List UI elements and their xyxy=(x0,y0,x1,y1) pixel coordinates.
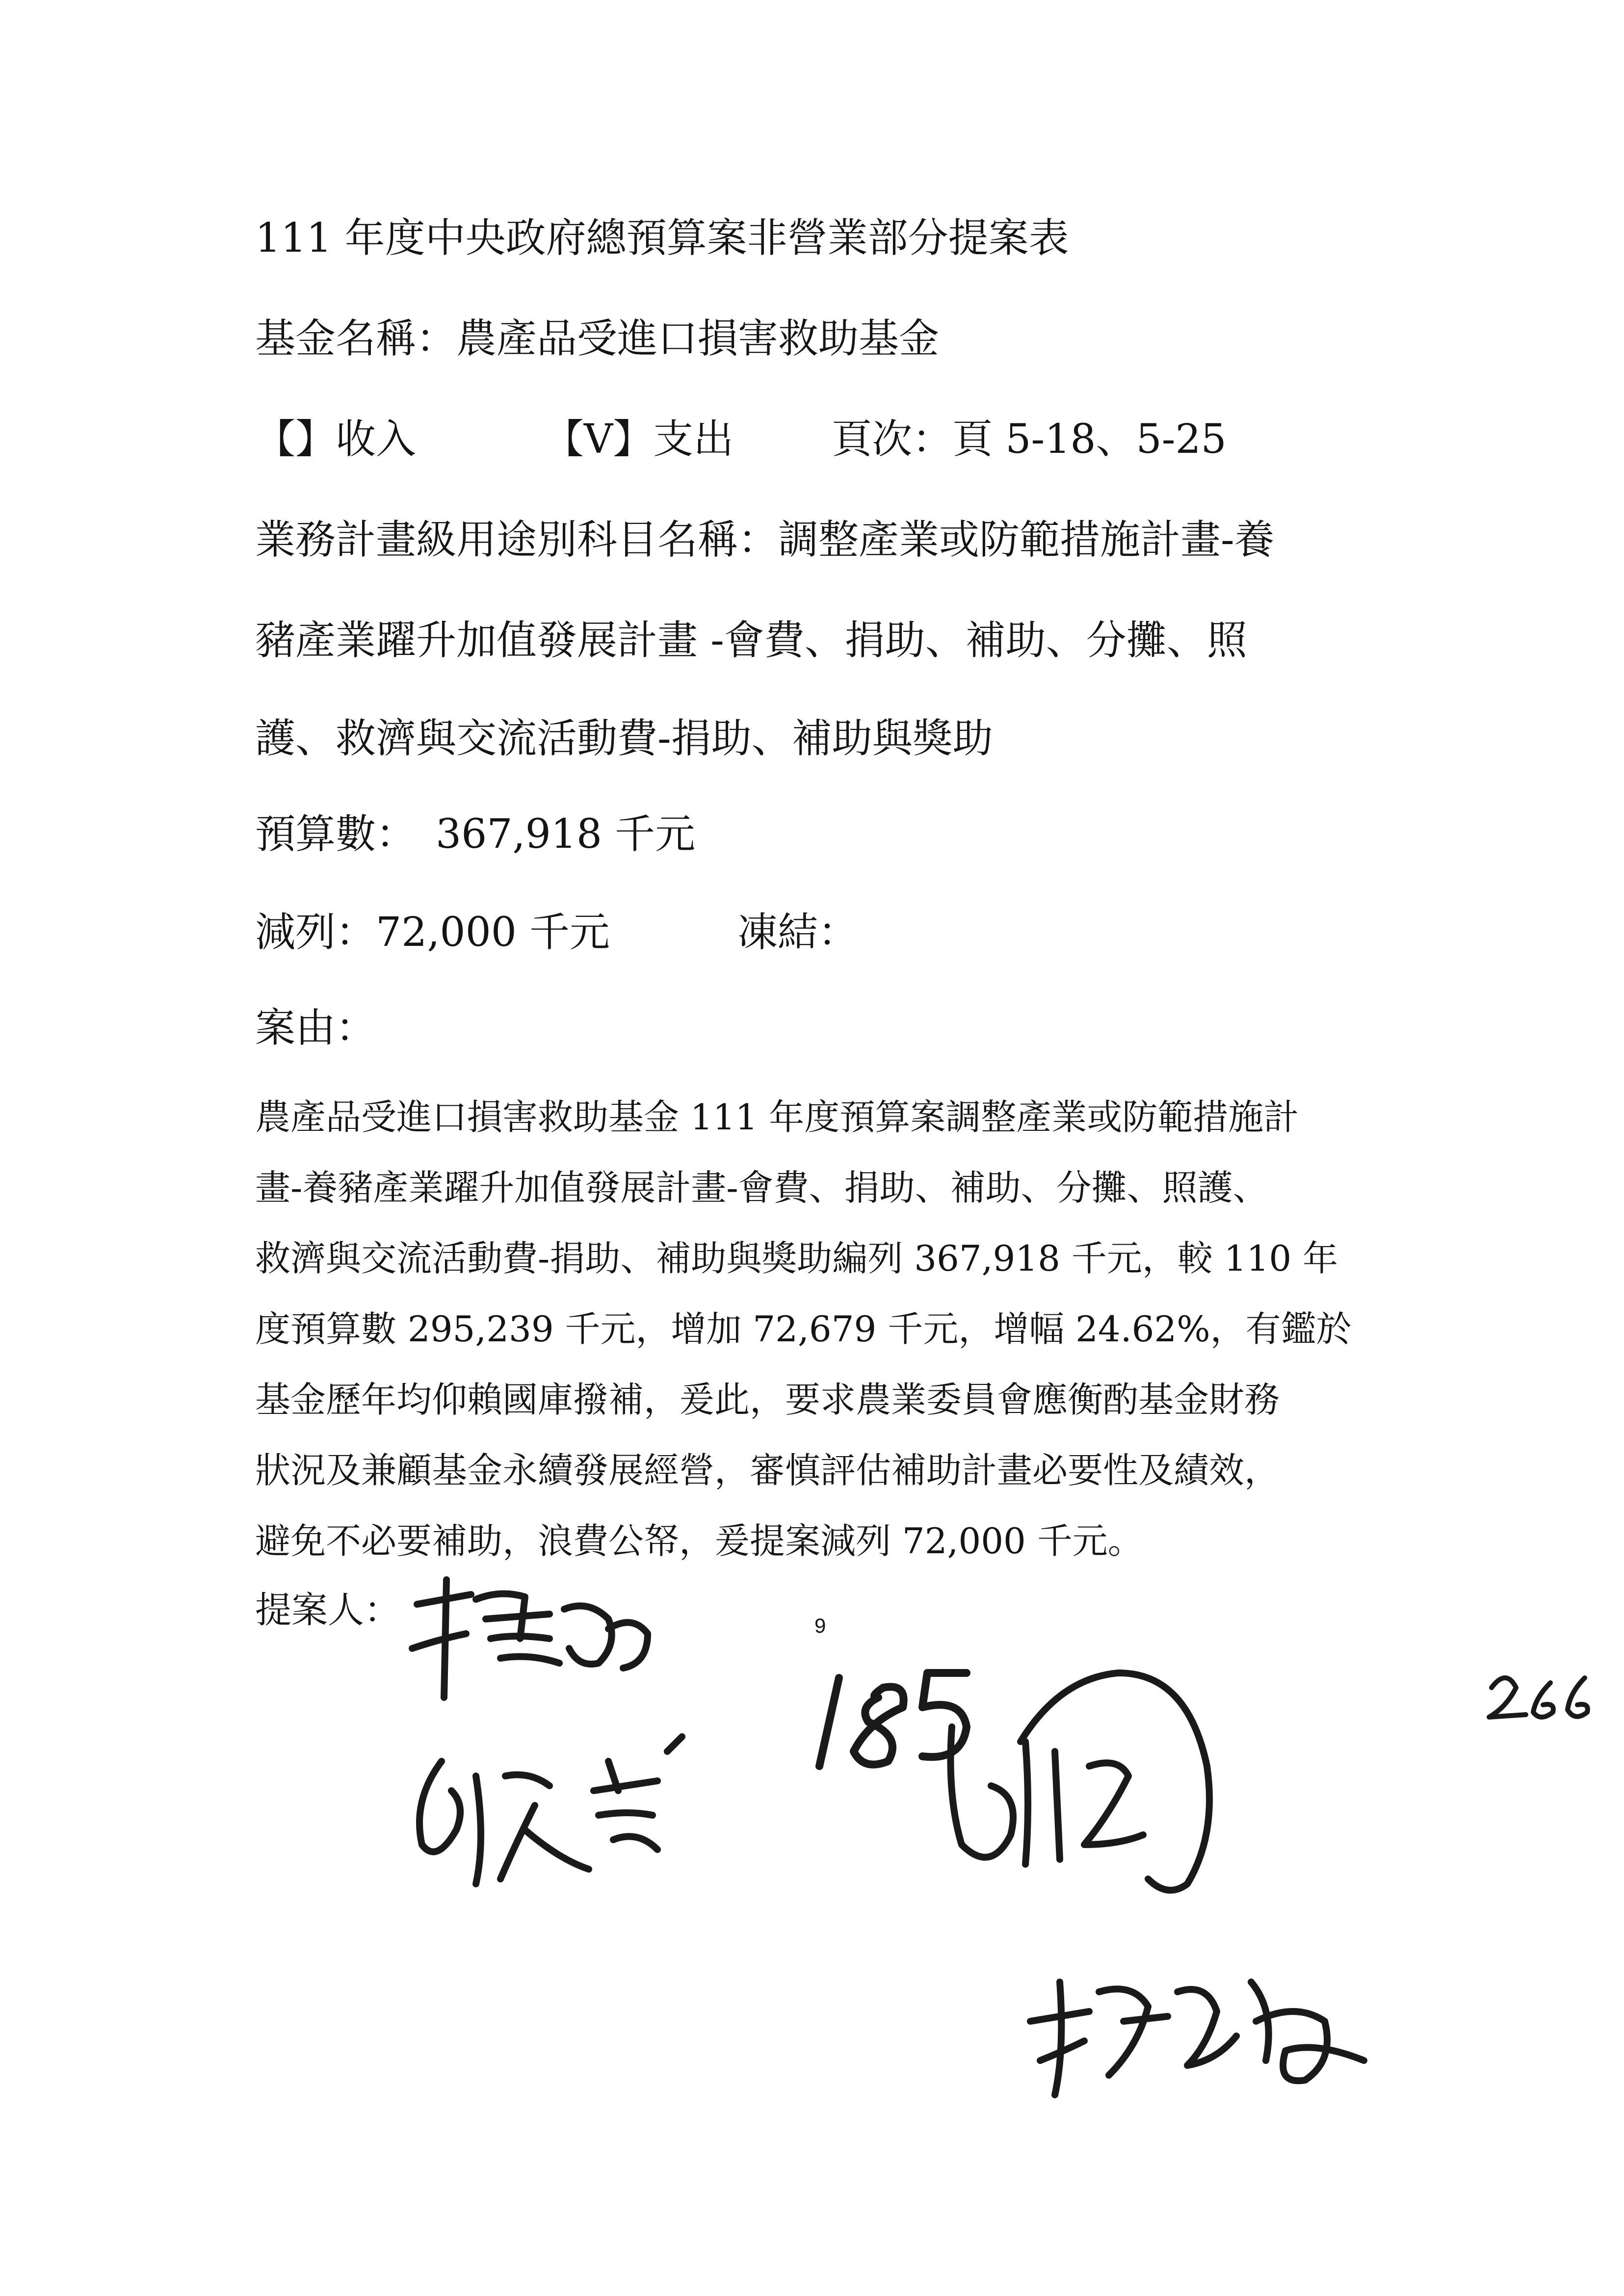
reduction-label: 減列： xyxy=(255,909,376,956)
handwritten-number-185 xyxy=(805,1653,1040,1771)
subject-line: 護、救濟與交流活動費-捐助、補助與獎助 xyxy=(255,715,993,762)
budget-label: 預算數： xyxy=(255,811,417,858)
budget-value: 367,918 千元 xyxy=(436,811,696,858)
expense-checkbox: 【V】 xyxy=(544,416,654,463)
expense-label: 支出 xyxy=(653,416,734,463)
subject-row xyxy=(255,517,1275,563)
reason-label: 案由： xyxy=(255,1005,376,1051)
subject-line: 調整產業或防範措施計畫-養 xyxy=(778,517,1275,563)
reason-line: 狀況及兼顧基金永續發展經營，審慎評估補助計畫必要性及績效， xyxy=(255,1450,1280,1491)
budget-row xyxy=(255,811,696,858)
reason-line: 基金歷年均仰賴國庫撥補，爰此，要求農業委員會應衡酌基金財務 xyxy=(255,1379,1280,1420)
reduction-row xyxy=(255,909,859,956)
reason-paragraph xyxy=(255,1082,1398,1576)
subject-line: 豬產業躍升加值發展計畫 -會費、捐助、補助、分攤、照 xyxy=(255,617,1247,664)
fund-name: 農產品受進口損害救助基金 xyxy=(456,315,940,362)
reason-line: 救濟與交流活動費-捐助、補助與獎助編列 367,918 千元，較 110 年 xyxy=(255,1238,1338,1279)
page-ref-value: 頁 5-18、5-25 xyxy=(952,416,1227,463)
fund-row xyxy=(255,315,940,362)
reason-line: 避免不必要補助，浪費公帑，爰提案減列 72,000 千元。 xyxy=(255,1520,1143,1562)
reason-line: 畫-養豬產業躍升加值發展計畫-會費、捐助、補助、分攤、照護、 xyxy=(255,1167,1268,1208)
page-ref-label: 頁次： xyxy=(832,416,953,463)
reduction-value: 72,000 千元 xyxy=(376,909,610,956)
income-label: 收入 xyxy=(336,416,417,463)
reason-line: 農產品受進口損害救助基金 111 年度預算案調整產業或防範措施計 xyxy=(255,1096,1299,1138)
proposer-label: 提案人： xyxy=(255,1589,400,1631)
income-checkbox: 【】 xyxy=(255,416,336,463)
fund-label: 基金名稱： xyxy=(255,315,457,362)
subject-label: 業務計畫級用途別科目名稱： xyxy=(255,517,779,563)
freeze-label: 凍結： xyxy=(737,909,859,956)
form-title: 111 年度中央政府總預算案非營業部分提案表 xyxy=(255,215,1069,261)
signature-4 xyxy=(1021,1962,1374,2110)
type-row xyxy=(255,416,1227,463)
reason-line: 度預算數 295,239 千元，增加 72,679 千元，增幅 24.62%，有鑑於 xyxy=(255,1308,1352,1350)
page-number: 9 xyxy=(814,1614,826,1637)
signature-2 xyxy=(402,1732,844,1908)
signature-1 xyxy=(402,1570,657,1717)
handwritten-corner-number xyxy=(1482,1658,1609,1727)
